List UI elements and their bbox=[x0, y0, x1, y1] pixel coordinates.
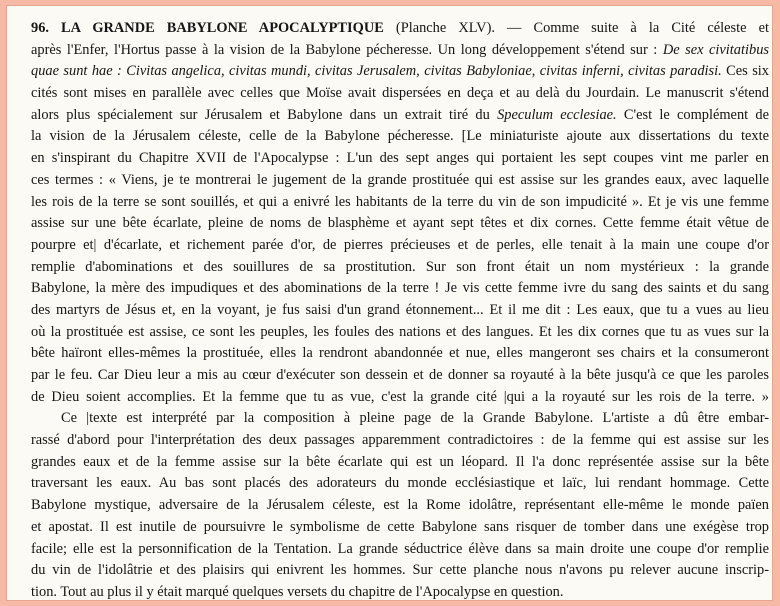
text-line: assise sur une bête écarlate, pleine de noms de blasphème et ayant sept têtes et dix cornes. Cette femme était vêtue de bbox=[31, 215, 769, 232]
text-line bbox=[31, 61, 769, 83]
document-text bbox=[31, 18, 769, 604]
section-title: 96. LA GRANDE BABYLONE APOCALYPTIQUE bbox=[31, 20, 384, 36]
text-line: en s'inspirant du Chapitre XVII de l'Apocalypse : L'un des sept anges qui portaient les sept coupes vint me parler en bbox=[31, 150, 769, 167]
text-line: les rois de la terre se sont souillés, et qui a enivré les habitants de la terre du vin de son impudicité ». Et je vis une femme bbox=[31, 193, 769, 210]
text-line: pourpre et| d'écarlate, et richement parée d'or, de pierres précieuses et de perles, elle tenait à la main une coupe d'or bbox=[31, 236, 769, 253]
plate-reference: (Planche XLV). bbox=[395, 20, 495, 36]
text-line: bête haïront elles-mêmes la prostituée, elles la rendront abandonnée et nue, elles mangeront ses chairs et la consumeront bbox=[31, 345, 769, 362]
text-line bbox=[31, 105, 769, 127]
text-line bbox=[31, 40, 769, 62]
text-line: tion. Tout au plus il y était marqué quelques versets du chapitre de l'Apocalypse en question. bbox=[31, 583, 564, 600]
latin-title: De sex civitatibus bbox=[662, 41, 769, 58]
text-line: Ce |texte est interprété par la composition à pleine page de la Grande Babylone. L'artiste a dû être embar- bbox=[61, 410, 769, 427]
text-line: Babylone, la mère des impudiques et des abominations de la terre ! Je vis cette femme ivre du sang des saints et du sang bbox=[31, 280, 769, 297]
text-line: de Dieu soient accomplies. Et la femme que tu as vue, c'est la grande cité |qui a la royauté sur les rois de la terre. » bbox=[31, 388, 769, 405]
intro-text: — Comme suite à la Cité céleste et bbox=[507, 20, 769, 36]
text-line: facile; elle est la personnification de la Tentation. La grande séductrice élève dans sa main droite une coupe d'or remplie bbox=[31, 540, 769, 557]
text-line: traversant les eaux. Au bas sont placés des adorateurs du monde ecclésiastique et laïc, lui rendant hommage. Cette bbox=[31, 475, 769, 492]
text-line: du vin de l'idolâtrie et des plaisirs qui enivrent les hommes. Sur cette planche nous n'avons pu relever aucune inscrip- bbox=[31, 562, 769, 579]
text-segment: alors plus spécialement sur Jérusalem et Babylone dans un extrait tiré du bbox=[31, 106, 490, 123]
text-line: par le feu. Car Dieu leur a mis au cœur d'exécuter son dessein et de donner sa royauté à la bête jusqu'à ce que les paroles bbox=[31, 367, 769, 383]
text-line: ces termes : « Viens, je te montrerai le jugement de la grande prostituée qui est assise sur les grandes eaux, avec laquelle bbox=[31, 171, 769, 188]
text-segment: après l'Enfer, l'Hortus passe à la vision de la Babylone pécheresse. Un long développement s'étend sur : bbox=[31, 41, 658, 58]
text-line: des martyrs de Jésus et, en la voyant, je fus saisi d'un grand étonnement... Et il me dit : Les eaux, que tu a vues au lieu bbox=[31, 301, 769, 318]
document-page bbox=[6, 5, 773, 601]
text-line: Babylone mystique, adversaire de la Jérusalem céleste, est la Rome idolâtre, représentant elle-même le monde païen bbox=[31, 497, 769, 514]
text-line: grandes eaux et de la femme assise sur la bête écarlate qui est un léopard. Il l'a donc représentée assise sur la bête bbox=[31, 453, 769, 470]
text-line: où la prostituée est assise, ce sont les peuples, les foules des nations et des langues. Et les dix cornes que tu as vues sur la bbox=[31, 323, 769, 340]
latin-list: quae sunt hae : Civitas angelica, civitas mundi, civitas Jerusalem, civitas Babyloniae, civitas inferni, civitas paradisi. bbox=[31, 63, 722, 80]
text-line: rassé d'abord pour l'interprétation des deux passages apparemment contradictoires : de la femme qui est assise sur les bbox=[31, 432, 769, 449]
section-heading-line bbox=[31, 18, 769, 40]
speculum-title: Speculum ecclesiae. bbox=[497, 106, 617, 123]
text-line: la vision de la Jérusalem céleste, celle de la Babylone pécheresse. [Le miniaturiste ajoute aux dissertations du texte bbox=[31, 128, 769, 145]
text-line: et apostat. Il est inutile de poursuivre le symbolisme de cette Babylone sans risquer de tomber dans une exégèse trop bbox=[31, 518, 769, 535]
text-line: remplie d'abominations et des souillures de sa prostitution. Sur son front était un nom mystérieux : la grande bbox=[31, 258, 769, 275]
text-segment: C'est le complément de bbox=[623, 106, 769, 123]
text-line: cités sont mises en parallèle avec celles que Moïse avait dispersées en deça et au delà du Jourdain. Le manuscrit s'étend bbox=[31, 85, 769, 102]
text-segment: Ces six bbox=[726, 63, 769, 80]
